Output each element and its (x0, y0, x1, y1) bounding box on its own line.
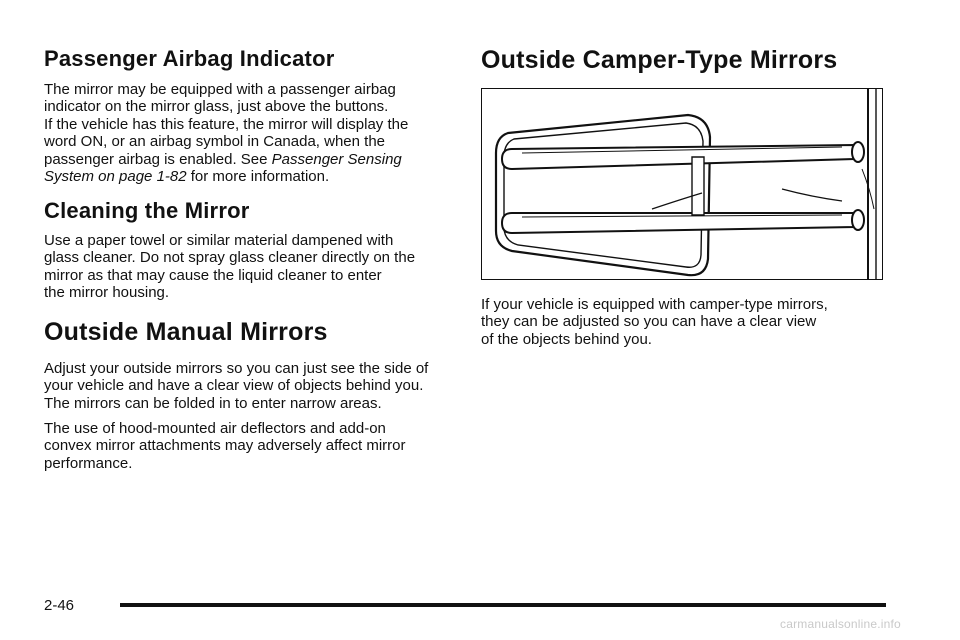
text-line: glass cleaner. Do not spray glass cleaner directly on the (44, 249, 416, 267)
text-line: your vehicle and have a clear view of objects behind you. (44, 377, 424, 395)
cross-reference-link[interactable]: System on page 1-82 (44, 168, 187, 186)
text-line: word ON, or an airbag symbol in Canada, when the (44, 133, 386, 151)
text-line: for more information. (186, 168, 330, 186)
text-line: the mirror housing. (44, 284, 170, 302)
cross-reference-link[interactable]: Passenger Sensing (271, 150, 402, 168)
text-line: The use of hood-mounted air deflectors and add-on (44, 420, 386, 437)
section-heading-passenger-airbag-indicator: Passenger Airbag Indicator (44, 46, 335, 71)
text-line: convex mirror attachments may adversely affect mirror (44, 437, 406, 455)
text-line: If the vehicle has this feature, the mirror will display the (44, 115, 409, 133)
text-line: Adjust your outside mirrors so you can just see the side of (44, 360, 429, 377)
text-line: of the objects behind you. (481, 330, 652, 348)
text-line: The mirror may be equipped with a passenger airbag (44, 81, 396, 98)
section-heading-cleaning-the-mirror: Cleaning the Mirror (44, 198, 250, 223)
page-number: 2-46 (44, 597, 75, 614)
text-line: they can be adjusted so you can have a clear view (481, 313, 817, 331)
text-line: If your vehicle is equipped with camper-type mirrors, (481, 296, 828, 313)
airbag-paragraph (44, 81, 408, 185)
cleaning-paragraph (44, 232, 415, 302)
camper-mirror-drawing (482, 89, 883, 280)
camper-mirror-illustration (481, 88, 883, 280)
camper-mirrors-paragraph (481, 296, 828, 348)
section-heading-outside-manual-mirrors: Outside Manual Mirrors (44, 318, 328, 346)
section-heading-outside-camper-type-mirrors: Outside Camper-Type Mirrors (481, 46, 838, 74)
text-line: mirror as that may cause the liquid cleaner to enter (44, 266, 382, 284)
text-line: performance. (44, 454, 133, 472)
text-line: indicator on the mirror glass, just above the buttons. (44, 98, 389, 116)
manual-mirrors-paragraph-1 (44, 360, 428, 412)
footer-rule (120, 603, 886, 607)
text-line: The mirrors can be folded in to enter narrow areas. (44, 394, 382, 412)
manual-mirrors-paragraph-2 (44, 420, 406, 472)
watermark: carmanualsonline.info (780, 617, 901, 631)
text-line: Use a paper towel or similar material dampened with (44, 232, 394, 249)
text-line: passenger airbag is enabled. See (44, 150, 272, 168)
